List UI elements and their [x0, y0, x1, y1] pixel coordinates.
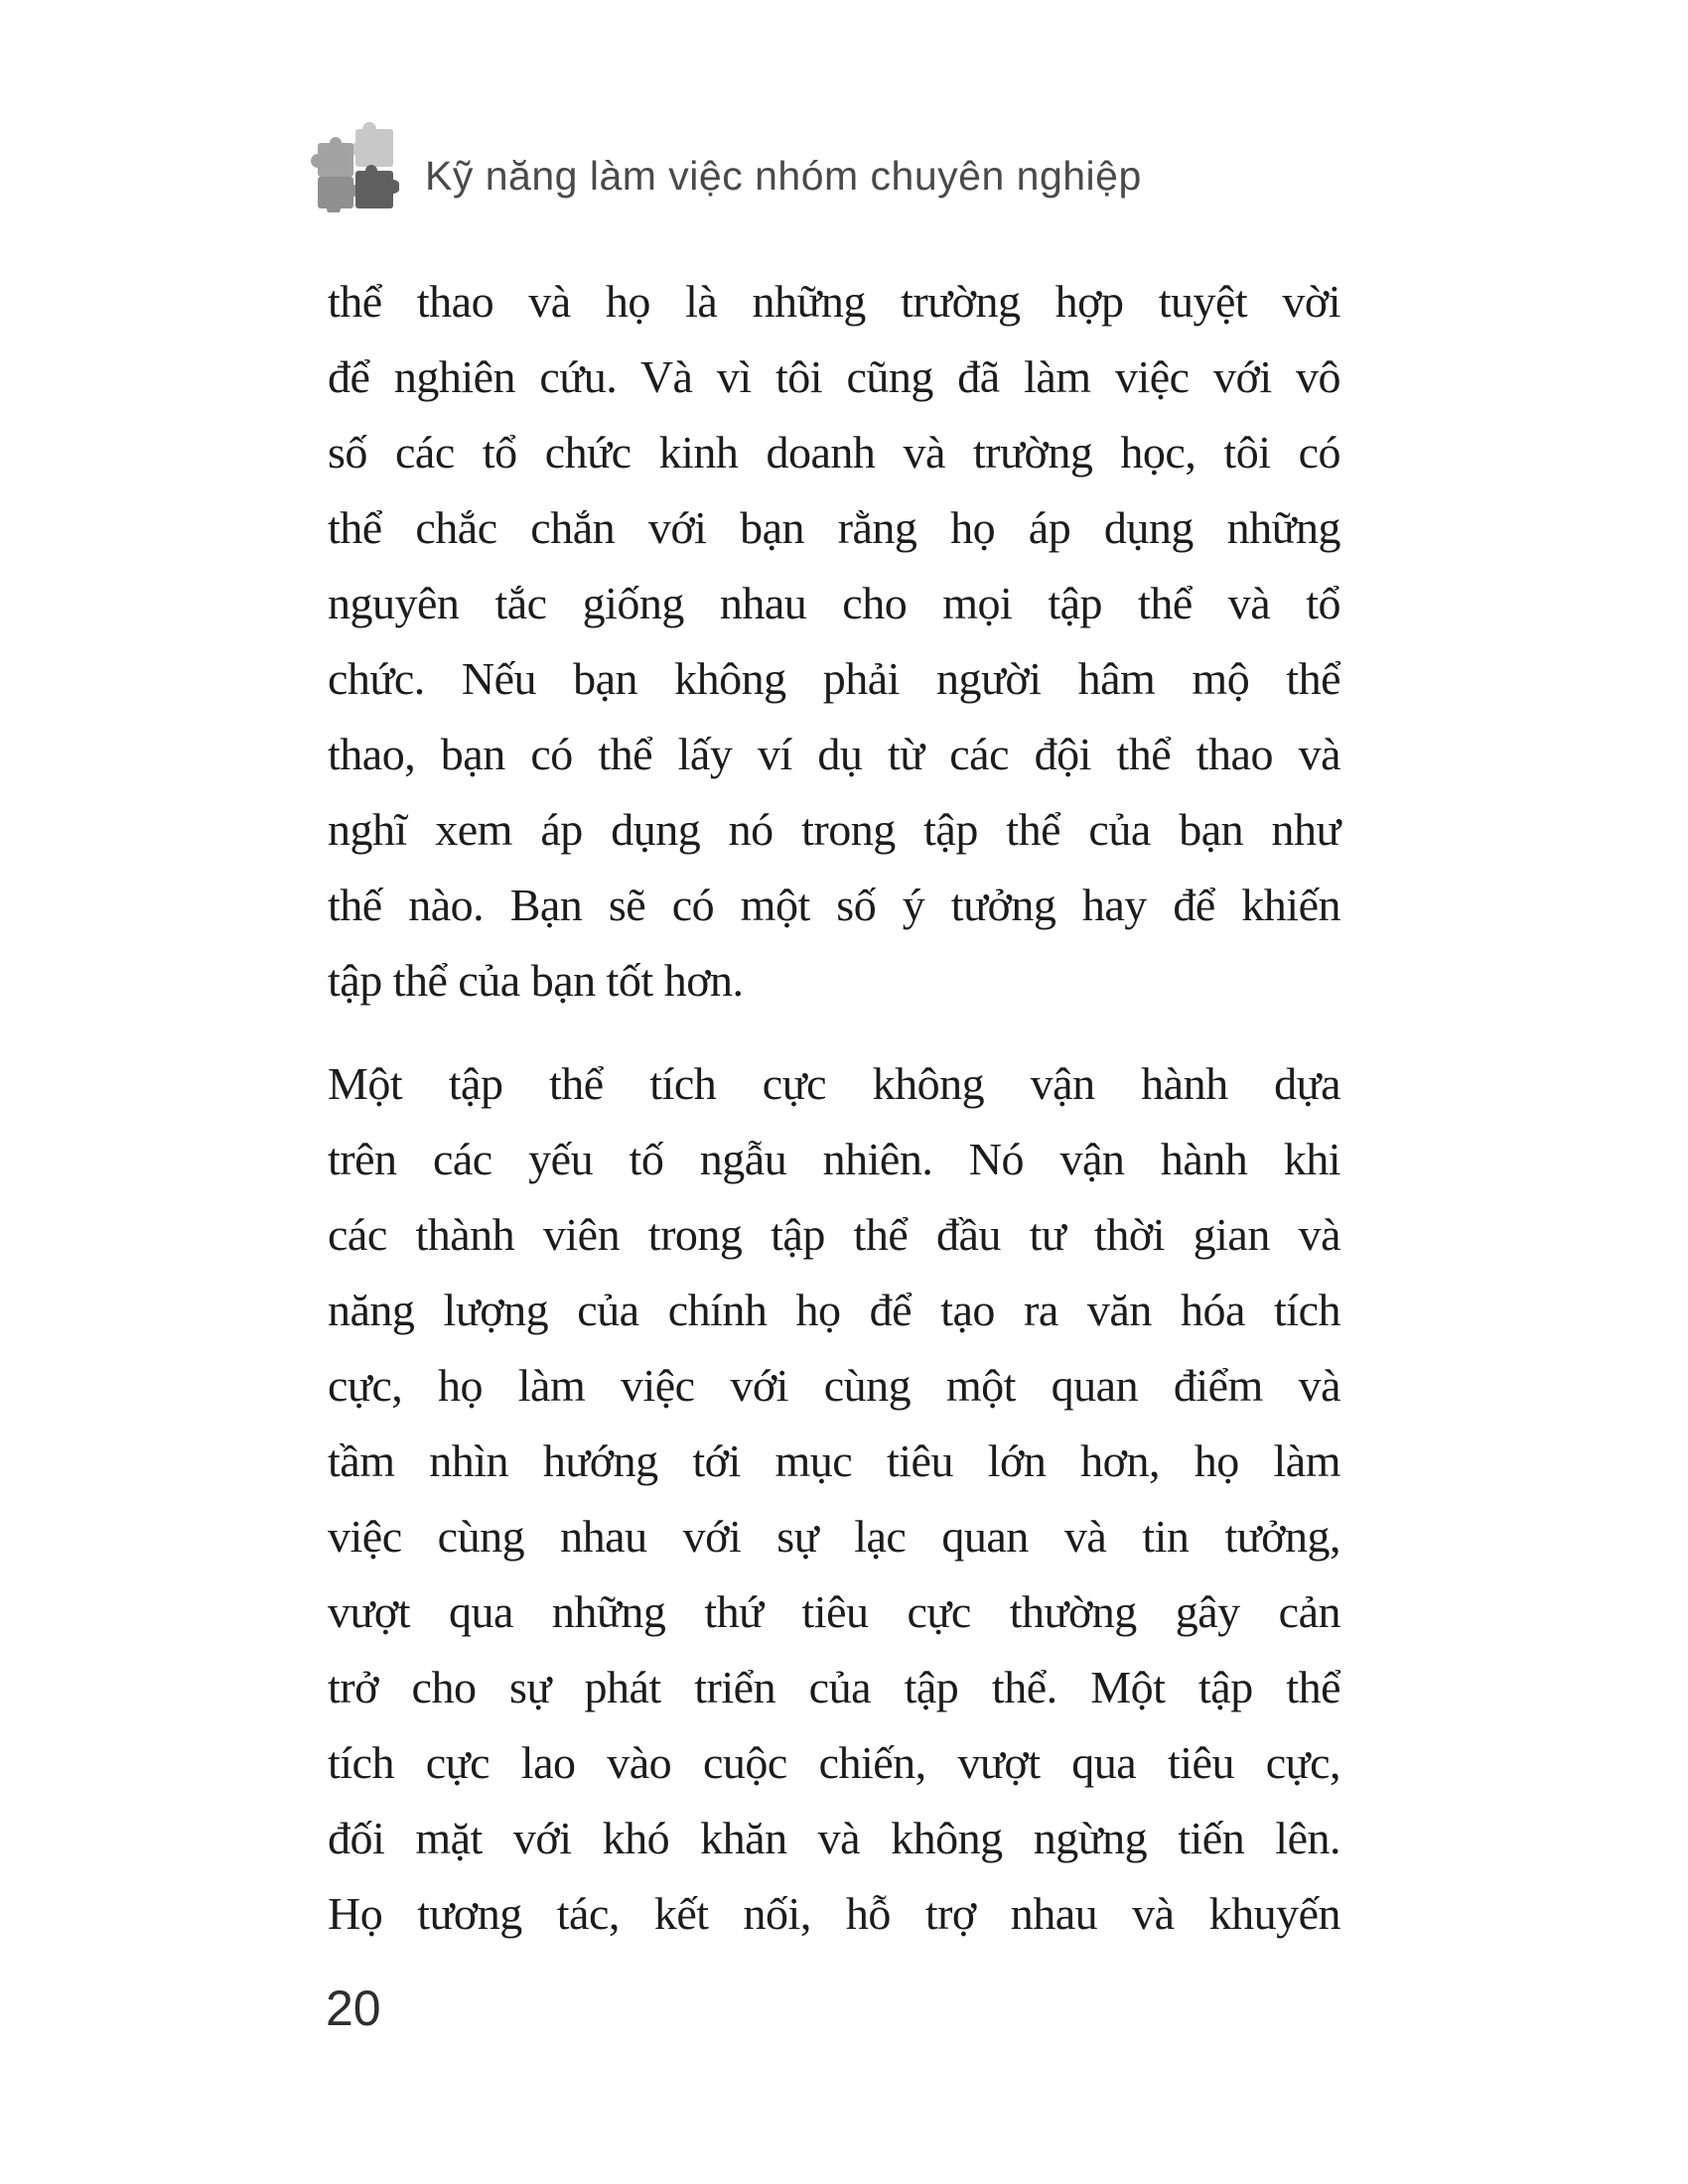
page-number: 20 — [326, 1980, 381, 2036]
text-line: năng lượng của chính họ để tạo ra văn hóa tích — [328, 1285, 1340, 1335]
text-line: nghĩ xem áp dụng nó trong tập thể của bạn như — [328, 804, 1340, 855]
text-line: việc cùng nhau với sự lạc quan và tin tưởng, — [328, 1511, 1340, 1562]
puzzle-pieces-icon — [308, 119, 399, 212]
text-line: chức. Nếu bạn không phải người hâm mộ thể — [328, 653, 1340, 704]
text-line: số các tổ chức kinh doanh và trường học, tôi có — [328, 427, 1340, 478]
text-line: tập thể của bạn tốt hơn. — [328, 955, 744, 1006]
paragraph-1 — [328, 264, 1340, 1019]
text-line: thao, bạn có thể lấy ví dụ từ các đội thể thao và — [328, 729, 1340, 779]
text-line: trở cho sự phát triển của tập thể. Một tập thể — [328, 1662, 1340, 1712]
text-line: thể chắc chắn với bạn rằng họ áp dụng những — [328, 502, 1340, 553]
text-line: tích cực lao vào cuộc chiến, vượt qua tiêu cực, — [328, 1737, 1340, 1788]
page-header — [308, 119, 1142, 212]
body-text — [328, 264, 1340, 1979]
text-line: để nghiên cứu. Và vì tôi cũng đã làm việc với vô — [328, 351, 1340, 402]
text-line: nguyên tắc giống nhau cho mọi tập thể và tổ — [328, 578, 1340, 628]
text-line: đối mặt với khó khăn và không ngừng tiến lên. — [328, 1813, 1340, 1863]
text-line: Họ tương tác, kết nối, hỗ trợ nhau và khuyến — [328, 1888, 1340, 1939]
text-line: thể thao và họ là những trường hợp tuyệt vời — [328, 276, 1340, 327]
paragraph-2 — [328, 1046, 1340, 1952]
text-line: thế nào. Bạn sẽ có một số ý tưởng hay để khiến — [328, 880, 1340, 930]
text-line: vượt qua những thứ tiêu cực thường gây cản — [328, 1586, 1340, 1637]
text-line: Một tập thể tích cực không vận hành dựa — [328, 1058, 1340, 1109]
text-line: cực, họ làm việc với cùng một quan điểm và — [328, 1360, 1340, 1411]
text-line: các thành viên trong tập thể đầu tư thời gian và — [328, 1209, 1340, 1260]
text-line: tầm nhìn hướng tới mục tiêu lớn hơn, họ làm — [328, 1435, 1340, 1486]
text-line: trên các yếu tố ngẫu nhiên. Nó vận hành khi — [328, 1134, 1340, 1184]
running-head-title: Kỹ năng làm việc nhóm chuyên nghiệp — [425, 152, 1142, 199]
